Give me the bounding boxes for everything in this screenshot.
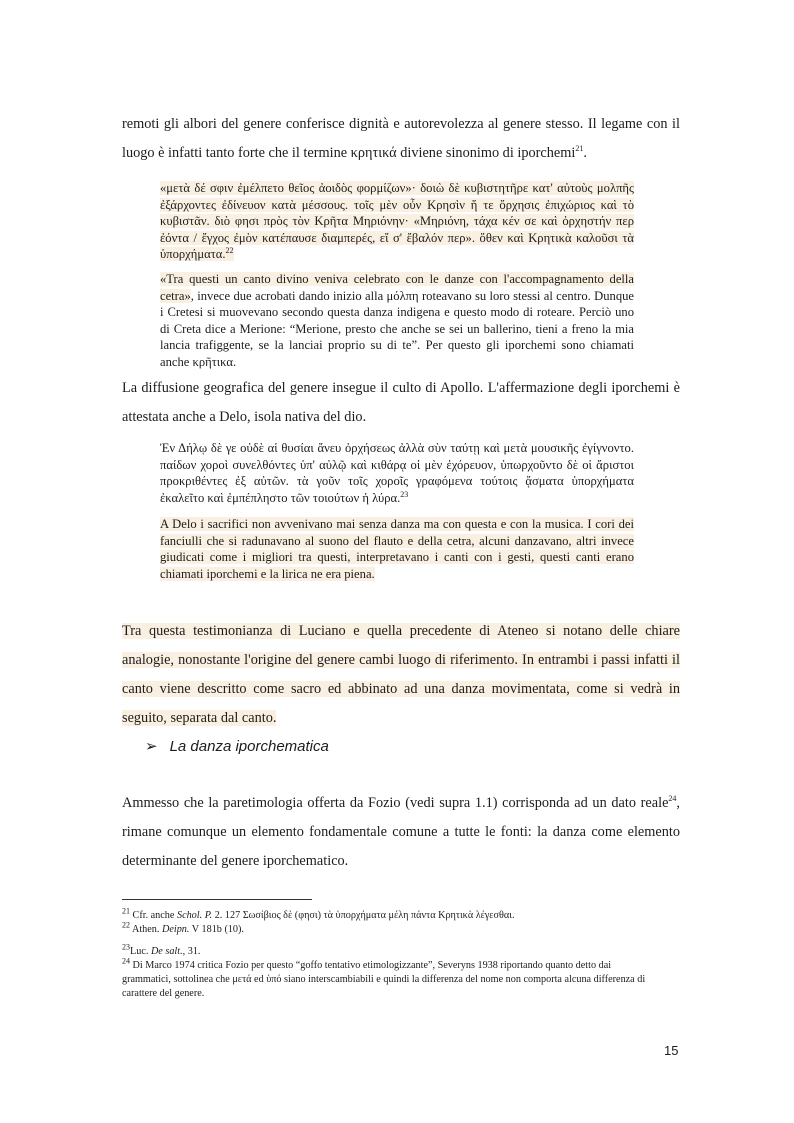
greek-quote-luciano [160,440,634,506]
footnote-24: $^{24}$ Di Marco 1974 critica Fozio per questo “goffo tentativo etimologizzante”, Severyns 1938 riportando quanto detto dai grammatici, sottolinea che μετά ed ὑπό siano interscambiabili e quindi la differenza del nome non comporta alcuna differenza di carattere del genere. [122,956,646,999]
footnote-21: $^{21}$ Cfr. anche Schol. P. 2. 127 Σωσίβιος δὲ (φησι) τὰ ὑπορχήματα μέλη πάντα Κρητικὰ λέγεσθαι. [122,906,515,921]
paragraph-diffusione: La diffusione geografica del genere insegue il culto di Apollo. L'affermazione degli iporchemi è attestata anche a Delo, isola nativa del dio. [122,380,680,425]
paragraph-analogie-text: Tra questa testimonianza di Luciano e quella precedente di Ateneo si notano delle chiare analogie, nonostante l'origine del genere cambi luogo di riferimento. In entrambi i passi infatti il canto viene descritto come sacro ed abbinato ad una danza movimentata, come si vedrà in seguito, separata dal canto. [122,623,680,726]
greek-quote-athenaeus [160,180,634,263]
footnote-ref-23[interactable]: 23 [400,489,409,499]
translation-athenaeus [160,271,634,370]
translation-luciano-text: A Delo i sacrifici non avvenivano mai senza danza ma con questa e con la musica. I cori dei fanciulli che si radunavano al suono del flauto e della cetra, alcuni danzavano, altri invece giudicati come i migliori tra questi, interpretavano i canti con i gesti, questi canti erano chiamati iporchemi e la lirica ne era piena. [160,517,634,581]
arrow-bullet-icon: ➢ [145,738,158,755]
greek-quote-athenaeus-text: «μετὰ δέ σφιν ἐμέλπετο θεῖος ἀοιδὸς φορμίζων»· δοιὼ δὲ κυβιστητῆρε κατ' αὐτοὺς μολπῆς ἐξάρχοντες ἐδίνευον κατὰ μέσσους. τοῖς μὲν οὖν Κρησὶν ἥ τε ὄρχησις ἐπιχώριος καὶ τὸ κυβιστᾶν. διὸ φησι πρὸς τὸν Κρῆτα Μηριόνην· «Μηριόνη, τάχα κέν σε καὶ ὀρχηστήν περ ἐόντα / ἔγχος ἐμὸν κατέπαυσε διαμπερές, εἴ σ' ἔβαλόν περ». ὅθεν καὶ Κρητικὰ καλοῦσι τὰ ὑπορχήματα.$^{22}$ [160,181,634,261]
translation-athenaeus-text: , invece due acrobati dando inizio alla μόλπη roteavano su loro stessi al centro. Dunque i Cretesi si muovevano secondo questa danza indigena e questo modo di roteare. Perciò uno di Creta dice a Merione: “Merione, presto che anche se sei un ballerino, tieni a freno la mia lancia trafiggente, se la lanciai proprio su di te”. Per questo gli iporchemi sono chiamati anche κρῆτικα. [160,288,634,369]
footnotes [122,906,662,1001]
translation-luciano [160,516,634,582]
footnote-ref-22[interactable]: 22 [225,245,234,255]
paragraph-analogie [122,617,680,733]
footnote-separator [122,899,312,900]
paragraph-intro: remoti gli albori del genere conferisce dignità e autorevolezza al genere stesso. Il legame con il luogo è infatti tanto forte che il termine κρητικά diviene sinonimo di iporchemi$^{21}$. [122,116,680,161]
section-heading [145,737,329,755]
paragraph-intro-text: remoti gli albori del genere conferisce dignità e autorevolezza al genere stesso. Il legame con il luogo è infatti tanto forte che il termine κρητικά diviene sinonimo di iporchemi [122,116,680,161]
section-heading-text: La danza iporchematica [169,737,329,755]
greek-quote-luciano-text: Ἐν Δήλῳ δὲ γε οὐδὲ αἱ θυσίαι ἄνευ ὀρχήσεως ἀλλὰ σὺν ταύτῃ καὶ μετὰ μουσικῆς ἐγίγνοντο. παίδων χοροὶ συνελθόντες ὑπ' αὐλῷ καὶ κιθάρᾳ οἱ μὲν ἐχόρευον, ὑπωρχοῦντο δὲ οἱ ἄριστοι προκριθέντες ἐξ αὐτῶν. τὰ γοῦν τοῖς χοροῖς γραφόμενα τούτοις ᾄσματα ὑπορχήματα ἐκαλεῖτο καὶ ἐμπέπληστο τῶν τοιούτων ἡ λύρα. [160,441,634,505]
translation-highlight: «Tra questi un canto divino veniva celebrato con le danze con l'accompagnamento della cetra» [160,272,634,303]
footnote-ref-24[interactable]: 24 [668,794,677,804]
page-number: 15 [664,1043,679,1058]
footnote-ref-21[interactable]: 21 [575,144,584,154]
footnote-23: $^{23}$Luc. De salt., 31. [122,942,201,957]
footnote-22: $^{22}$ Athen. Deipn. V 181b (10). [122,920,244,935]
paragraph-danza: Ammesso che la paretimologia offerta da Fozio (vedi supra 1.1) corrisponda ad un dato reale$^{24}$, rimane comunque un elemento fondamentale comune a tutte le fonti: la danza come elemento determinante del genere iporchematico. [122,794,680,869]
